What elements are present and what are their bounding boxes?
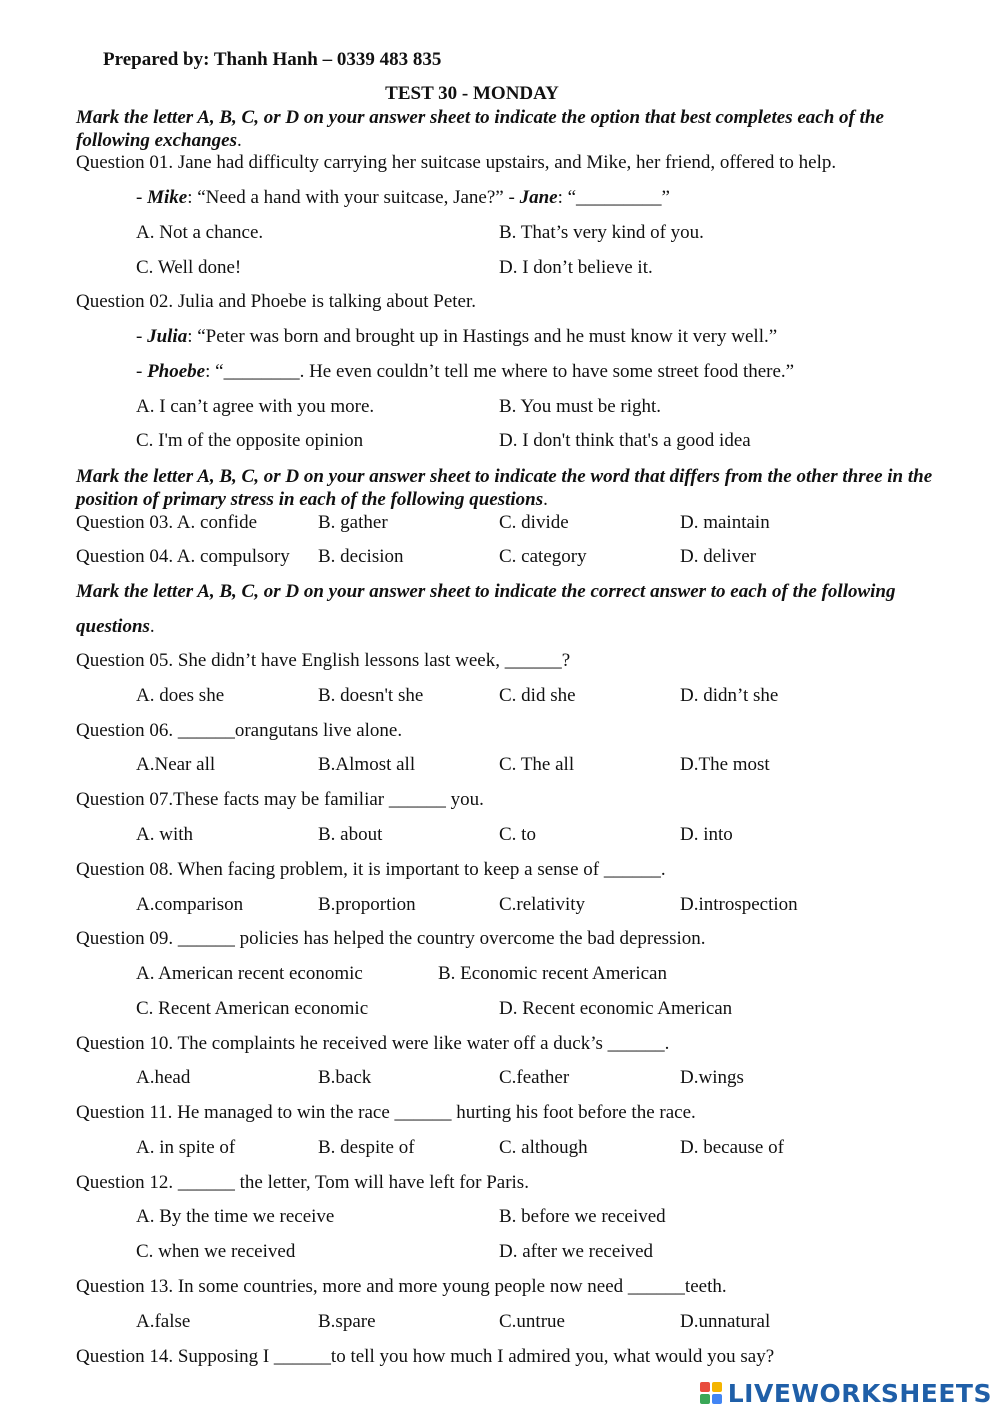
q12-option-b[interactable]: B. before we received (499, 1206, 666, 1227)
q13-stem: Question 13. In some countries, more and more young people now need ______teeth. (76, 1276, 727, 1297)
q02-stem: Question 02. Julia and Phoebe is talking about Peter. (76, 291, 477, 312)
section2-instruction: Mark the letter A, B, C, or D on your answer sheet to indicate the word that differs from the other three in the position of primary stress in each of the following questions. (76, 466, 933, 510)
q14-stem: Question 14. Supposing I ______to tell you how much I admired you, what would you say? (76, 1346, 775, 1367)
q12-stem: Question 12. ______ the letter, Tom will have left for Paris. (76, 1172, 529, 1193)
q13-option-b[interactable]: B.spare (318, 1311, 376, 1332)
q01-option-d[interactable]: D. I don’t believe it. (499, 257, 653, 278)
q10-stem: Question 10. The complaints he received were like water off a duck’s ______. (76, 1033, 670, 1054)
q01-stem: Question 01. Jane had difficulty carrying her suitcase upstairs, and Mike, her friend, offered to help. (76, 152, 837, 173)
q10-option-b[interactable]: B.back (318, 1067, 372, 1088)
q06-option-c[interactable]: C. The all (499, 754, 575, 775)
q09-option-b[interactable]: B. Economic recent American (438, 963, 667, 984)
q05-option-a[interactable]: A. does she (136, 685, 225, 706)
q03-option-b[interactable]: B. gather (318, 512, 388, 533)
q08-option-c[interactable]: C.relativity (499, 894, 586, 915)
q07-option-d[interactable]: D. into (680, 824, 733, 845)
q02-option-b[interactable]: B. You must be right. (499, 396, 662, 417)
q11-option-a[interactable]: A. in spite of (136, 1137, 236, 1158)
q09-stem: Question 09. ______ policies has helped the country overcome the bad depression. (76, 928, 706, 949)
q07-option-a[interactable]: A. with (136, 824, 193, 845)
q01-dialogue: - Mike: “Need a hand with your suitcase, Jane?” - Jane: “_________” (136, 187, 670, 208)
liveworksheets-logo-icon (700, 1382, 722, 1404)
q12-option-a[interactable]: A. By the time we receive (136, 1206, 335, 1227)
q02-dialogue-phoebe: - Phoebe: “________. He even couldn’t tell me where to have some street food there.” (136, 361, 795, 382)
q03-option-c[interactable]: C. divide (499, 512, 569, 533)
q04-stem[interactable]: Question 04. A. compulsory (76, 546, 290, 567)
q08-option-a[interactable]: A.comparison (136, 894, 244, 915)
q05-option-d[interactable]: D. didn’t she (680, 685, 779, 706)
q02-option-c[interactable]: C. I'm of the opposite opinion (136, 430, 364, 451)
q07-option-b[interactable]: B. about (318, 824, 383, 845)
q13-option-a[interactable]: A.false (136, 1311, 191, 1332)
q05-option-b[interactable]: B. doesn't she (318, 685, 424, 706)
q07-stem: Question 07.These facts may be familiar ______ you. (76, 789, 484, 810)
q05-stem: Question 05. She didn’t have English lessons last week, ______? (76, 650, 571, 671)
q10-option-a[interactable]: A.head (136, 1067, 191, 1088)
q08-stem: Question 08. When facing problem, it is important to keep a sense of ______. (76, 859, 666, 880)
q04-option-b[interactable]: B. decision (318, 546, 404, 567)
q07-option-c[interactable]: C. to (499, 824, 536, 845)
q09-option-c[interactable]: C. Recent American economic (136, 998, 369, 1019)
q11-option-c[interactable]: C. although (499, 1137, 588, 1158)
liveworksheets-logo-text: LIVEWORKSHEETS (727, 1378, 992, 1408)
q11-stem: Question 11. He managed to win the race ______ hurting his foot before the race. (76, 1102, 696, 1123)
q06-option-d[interactable]: D.The most (680, 754, 770, 775)
q08-option-b[interactable]: B.proportion (318, 894, 416, 915)
q03-option-d[interactable]: D. maintain (680, 512, 770, 533)
section1-instruction: Mark the letter A, B, C, or D on your answer sheet to indicate the option that best completes each of the following exchanges. (76, 107, 884, 151)
test-title: TEST 30 - MONDAY (385, 83, 559, 104)
q02-dialogue-julia: - Julia: “Peter was born and brought up in Hastings and he must know it very well.” (136, 326, 778, 347)
q08-option-d[interactable]: D.introspection (680, 894, 798, 915)
q02-option-a[interactable]: A. I can’t agree with you more. (136, 396, 375, 417)
q12-option-c[interactable]: C. when we received (136, 1241, 296, 1262)
q10-option-d[interactable]: D.wings (680, 1067, 744, 1088)
q03-stem[interactable]: Question 03. A. confide (76, 512, 258, 533)
q06-stem: Question 06. ______orangutans live alone. (76, 720, 403, 741)
q11-option-b[interactable]: B. despite of (318, 1137, 415, 1158)
q01-option-a[interactable]: A. Not a chance. (136, 222, 264, 243)
q13-option-d[interactable]: D.unnatural (680, 1311, 771, 1332)
q05-option-c[interactable]: C. did she (499, 685, 576, 706)
q09-option-d[interactable]: D. Recent economic American (499, 998, 733, 1019)
q04-option-d[interactable]: D. deliver (680, 546, 756, 567)
prepared-by: Prepared by: Thanh Hanh – 0339 483 835 (103, 49, 442, 70)
q09-option-a[interactable]: A. American recent economic (136, 963, 363, 984)
q12-option-d[interactable]: D. after we received (499, 1241, 654, 1262)
q10-option-c[interactable]: C.feather (499, 1067, 570, 1088)
section3-instruction-line1: Mark the letter A, B, C, or D on your answer sheet to indicate the correct answer to each of the following (76, 581, 896, 602)
q06-option-b[interactable]: B.Almost all (318, 754, 416, 775)
q13-option-c[interactable]: C.untrue (499, 1311, 565, 1332)
q04-option-c[interactable]: C. category (499, 546, 587, 567)
section3-instruction-line2: questions. (76, 616, 155, 637)
q01-option-c[interactable]: C. Well done! (136, 257, 242, 278)
q01-option-b[interactable]: B. That’s very kind of you. (499, 222, 704, 243)
q06-option-a[interactable]: A.Near all (136, 754, 216, 775)
q11-option-d[interactable]: D. because of (680, 1137, 784, 1158)
q02-option-d[interactable]: D. I don't think that's a good idea (499, 430, 751, 451)
liveworksheets-logo[interactable] (700, 1377, 992, 1409)
